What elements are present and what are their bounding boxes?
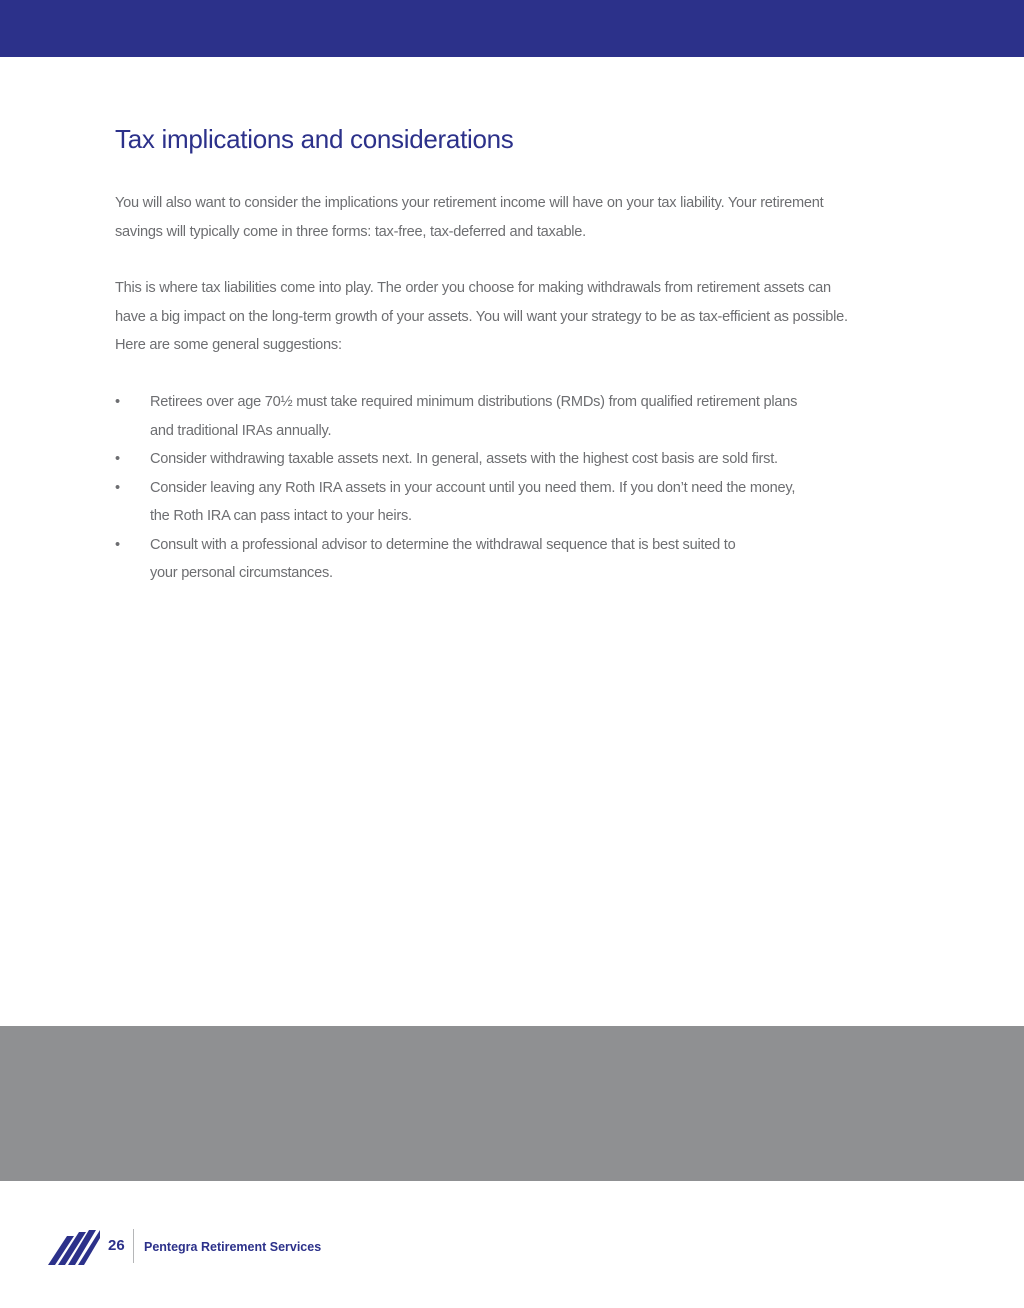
footer-divider — [133, 1229, 134, 1263]
list-item — [115, 445, 797, 474]
footer-brand-name: Pentegra Retirement Services — [144, 1240, 322, 1254]
list-item-line: Consider withdrawing taxable assets next. In general, assets with the highest cost basis are sold first. — [150, 451, 778, 467]
strategy-paragraph — [115, 274, 915, 360]
list-item-line: the Roth IRA can pass intact to your heirs. — [150, 508, 412, 524]
list-item-line: Consider leaving any Roth IRA assets in your account until you need them. If you don’t need the money, — [150, 479, 796, 496]
list-item-line: Retirees over age 70½ must take required minimum distributions (RMDs) from qualified retirement plans — [150, 394, 798, 410]
paragraph-line: savings will typically come in three forms: tax-free, tax-deferred and taxable. — [115, 223, 586, 240]
list-item — [115, 388, 797, 445]
intro-paragraph — [115, 189, 915, 246]
paragraph-line: This is where tax liabilities come into play. The order you choose for making withdrawals from retirement assets can — [115, 280, 831, 296]
paragraph-line: have a big impact on the long-term growth of your assets. You will want your strategy to be as tax-efficient as possible. — [115, 308, 848, 325]
paragraph-line: Here are some general suggestions: — [115, 337, 342, 353]
list-item — [115, 474, 797, 531]
bullet-glyph: • — [115, 536, 120, 553]
list-item-line: your personal circumstances. — [150, 565, 333, 581]
page-number: 26 — [108, 1237, 125, 1254]
page-title: Tax implications and considerations — [115, 124, 514, 154]
list-item-line: and traditional IRAs annually. — [150, 422, 332, 439]
paragraph-line: You will also want to consider the implications your retirement income will have on your tax liability. Your retirement — [115, 195, 824, 211]
gray-band — [0, 1026, 1024, 1181]
list-item-line: Consult with a professional advisor to determine the withdrawal sequence that is best suited to — [150, 536, 736, 553]
top-color-bar — [0, 0, 1024, 57]
page-footer — [48, 1226, 448, 1266]
list-item — [115, 531, 797, 588]
pentegra-stripes-logo-icon — [48, 1228, 102, 1271]
bullet-glyph: • — [115, 479, 120, 496]
suggestions-list — [115, 388, 797, 588]
bullet-glyph: • — [115, 451, 120, 467]
bullet-glyph: • — [115, 394, 120, 410]
